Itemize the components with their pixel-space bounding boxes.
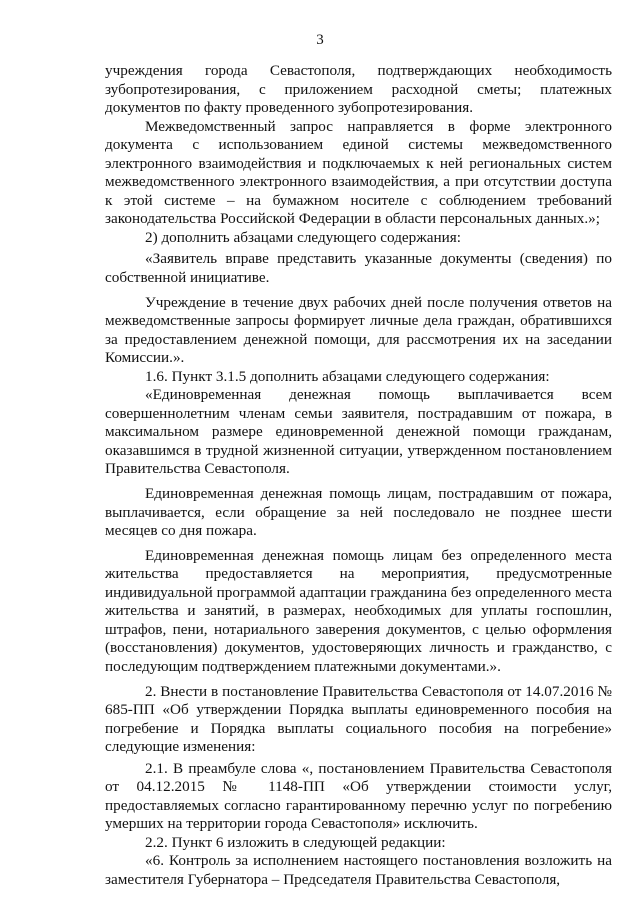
paragraph-interagency-request: Межведомственный запрос направляется в форме электронного документа с использованием единой системы межведомственного электронного взаимодействия и подключаемых к ней региональных систем межведомственного электронного взаимодействия, а при отсутствии доступа к этой системе – на бумажном носителе с соблюдением требований законодательства Российской Федерации в области персональных данных.»; (105, 117, 612, 228)
paragraph-homeless-payment: Единовременная денежная помощь лицам без определенного места жительства предоставляется на мероприятия, предусмотренные индивидуальной программой адаптации гражданина без определенного места жительства и занятий, в размерах, необходимых для уплаты госпошлин, штрафов, пени, нотариального заверения документов, с целью оформления (восстановления) документов, удостоверяющих личность и гражданство, с последующим подтверждением платежными документами.». (105, 546, 612, 675)
paragraph-item-1-6: 1.6. Пункт 3.1.5 дополнить абзацами следующего содержания: (145, 367, 550, 385)
paragraph-item-2-1: 2.1. В преамбуле слова «, постановлением Правительства Севастополя от 04.12.2015 № 1148-ПП «Об утверждении стоимости услуг, предоставляемых согласно гарантированному перечню услуг по погребению умерших на территории города Севастополя» исключить. (105, 759, 612, 833)
paragraph-item-2-2: 2.2. Пункт 6 изложить в следующей редакции: (145, 833, 446, 851)
paragraph-fire-deadline: Единовременная денежная помощь лицам, пострадавшим от пожара, выплачивается, если обращение за ней последовало не позднее шести месяцев со дня пожара. (105, 485, 612, 540)
paragraph-dental-documents: учреждения города Севастополя, подтверждающих необходимость зубопротезирования, с приложением расходной сметы; платежных документов по факту проведенного зубопротезирования. (105, 62, 612, 117)
paragraph-amendment-2: 2) дополнить абзацами следующего содержания: (145, 228, 461, 246)
paragraph-item-2: 2. Внести в постановление Правительства Севастополя от 14.07.2016 № 685-ПП «Об утверждении Порядка выплаты единовременного пособия на погребение и Порядка выплаты социального пособия на погребение» следующие изменения: (105, 682, 612, 756)
paragraph-fire-victims-payment: «Единовременная денежная помощь выплачивается всем совершеннолетним членам семьи заявителя, пострадавшим от пожара, в максимальном размере единовременной денежной помощи гражданам, оказавшимся в трудной жизненной ситуации, утвержденном постановлением Правительства Севастополя. (105, 386, 612, 478)
paragraph-control-clause: «6. Контроль за исполнением настоящего постановления возложить на заместителя Губернатора – Председателя Правительства Севастополя, (105, 852, 612, 888)
document-body (105, 62, 612, 890)
paragraph-institution-files: Учреждение в течение двух рабочих дней после получения ответов на межведомственные запросы формирует личные дела граждан, обратившихся за предоставлением денежной помощи, для рассмотрения их на заседании Комиссии.». (105, 293, 612, 367)
page-number: 3 (316, 32, 324, 48)
paragraph-applicant-right: «Заявитель вправе представить указанные документы (сведения) по собственной инициативе. (105, 250, 612, 287)
